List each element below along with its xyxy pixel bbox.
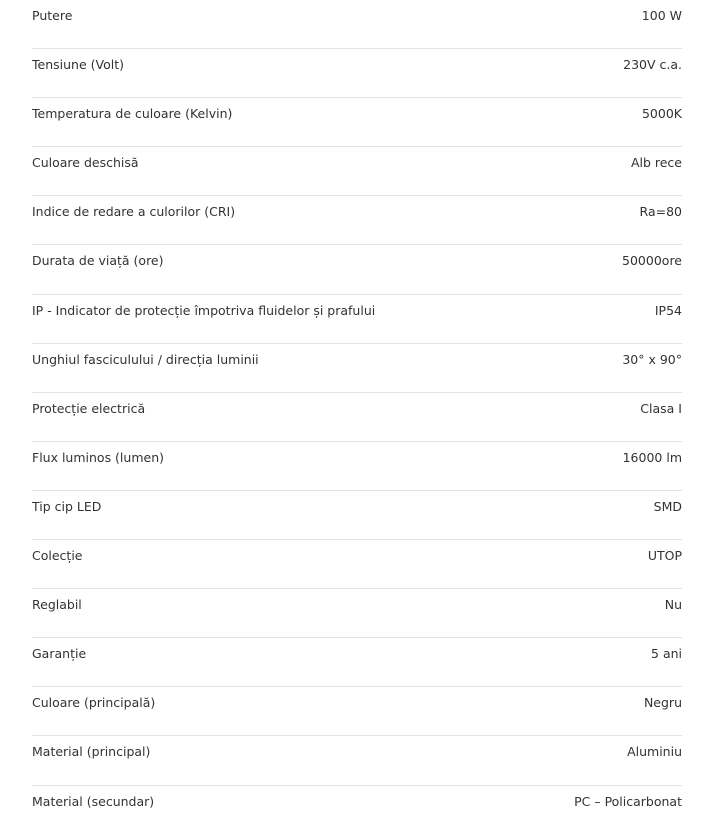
spec-label: Garanție xyxy=(32,646,87,662)
spec-value: 5000K xyxy=(641,106,682,122)
spec-value: Aluminiu xyxy=(627,744,682,760)
spec-row xyxy=(32,295,682,344)
spec-label: Indice de redare a culorilor (CRI) xyxy=(32,204,236,220)
spec-value: Clasa I xyxy=(640,400,682,416)
spec-label: Culoare (principală) xyxy=(32,695,156,711)
spec-value: Alb rece xyxy=(630,155,682,171)
spec-row xyxy=(32,147,682,196)
spec-row xyxy=(32,786,682,835)
spec-row xyxy=(32,491,682,540)
spec-value: 5 ani xyxy=(651,646,682,662)
spec-row xyxy=(32,49,682,98)
spec-row xyxy=(32,687,682,736)
spec-value: 50000ore xyxy=(622,253,682,269)
spec-value: UTOP xyxy=(647,548,682,564)
spec-value: Nu xyxy=(664,597,682,613)
specifications-table xyxy=(32,0,682,835)
spec-row xyxy=(32,589,682,638)
spec-label: Culoare deschisă xyxy=(32,155,139,171)
spec-label: Unghiul fasciculului / direcția luminii xyxy=(32,351,259,367)
spec-label: Material (secundar) xyxy=(32,793,155,809)
spec-label: Reglabil xyxy=(32,597,82,613)
spec-row xyxy=(32,638,682,687)
spec-label: Putere xyxy=(32,8,73,23)
spec-value: Negru xyxy=(643,695,682,711)
spec-row xyxy=(32,344,682,393)
spec-row xyxy=(32,736,682,785)
spec-label: Flux luminos (lumen) xyxy=(32,449,164,465)
spec-row xyxy=(32,393,682,442)
spec-row xyxy=(32,196,682,245)
spec-row xyxy=(32,540,682,589)
spec-value: IP54 xyxy=(654,302,682,318)
spec-value: 230V c.a. xyxy=(623,57,682,73)
spec-value: 100 W xyxy=(641,8,682,23)
spec-label: Durata de viață (ore) xyxy=(32,253,164,269)
spec-value: 30° x 90° xyxy=(622,351,682,367)
spec-row xyxy=(32,442,682,491)
spec-row xyxy=(32,0,682,49)
spec-label: Tip cip LED xyxy=(32,498,102,514)
spec-value: SMD xyxy=(653,498,682,514)
spec-value: 16000 lm xyxy=(622,449,682,465)
spec-row xyxy=(32,245,682,294)
spec-value: PC – Policarbonat xyxy=(574,793,682,809)
spec-label: Protecție electrică xyxy=(32,400,146,416)
spec-label: Material (principal) xyxy=(32,744,151,760)
spec-label: Colecție xyxy=(32,548,83,564)
spec-row xyxy=(32,98,682,147)
spec-label: IP - Indicator de protecție împotriva fluidelor și prafului xyxy=(32,302,376,318)
spec-label: Tensiune (Volt) xyxy=(32,57,124,73)
spec-value: Ra=80 xyxy=(639,204,682,220)
spec-label: Temperatura de culoare (Kelvin) xyxy=(32,106,233,122)
